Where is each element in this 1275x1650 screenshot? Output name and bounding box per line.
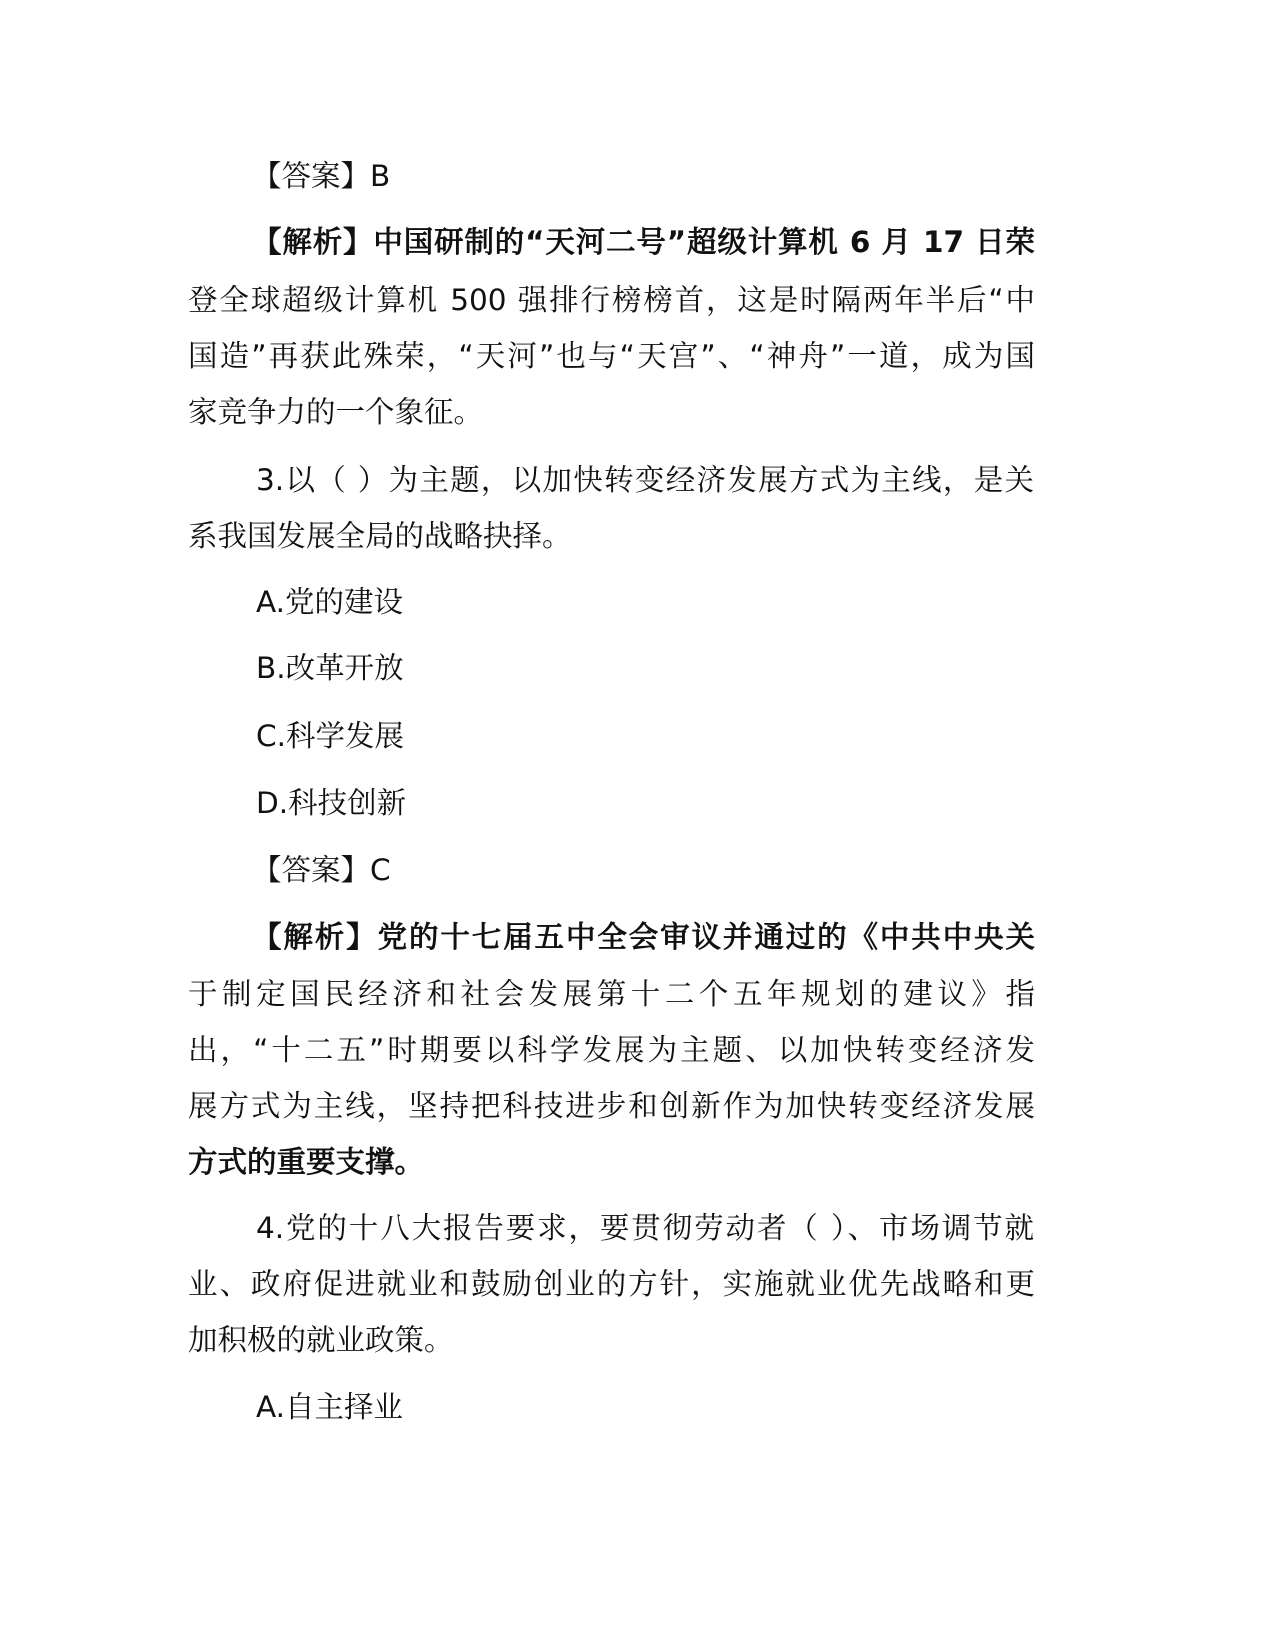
q2-analysis-line-2: 登全球超级计算机 500 强排行榜榜首，这是时隔两年半后“中 xyxy=(188,283,1035,317)
q2-analysis-line-4: 家竞争力的一个象征。 xyxy=(188,395,484,429)
q3-analysis-line-5: 方式的重要支撑。 xyxy=(188,1145,425,1179)
q2-analysis-line-3: 国造”再获此殊荣，“天河”也与“天宫”、“神舟”一道，成为国 xyxy=(188,339,1035,373)
q3-analysis-line-1: 【解析】党的十七届五中全会审议并通过的《中共中央关 xyxy=(252,920,1035,954)
q3-option-a: A.党的建设 xyxy=(256,585,404,619)
q3-question-line-1: 3.以（ ）为主题，以加快转变经济发展方式为主线，是关 xyxy=(256,463,1034,497)
q3-option-c: C.科学发展 xyxy=(256,719,404,753)
q3-analysis-line-3: 出，“十二五”时期要以科学发展为主题、以加快转变经济发 xyxy=(188,1033,1035,1067)
q4-question-line-2: 业、政府促进就业和鼓励创业的方针，实施就业优先战略和更 xyxy=(188,1267,1035,1301)
q3-question-line-2: 系我国发展全局的战略抉择。 xyxy=(188,519,572,553)
q4-question-line-1: 4.党的十八大报告要求，要贯彻劳动者（ ）、市场调节就 xyxy=(256,1211,1034,1245)
q3-analysis-line-4: 展方式为主线，坚持把科技进步和创新作为加快转变经济发展 xyxy=(188,1089,1035,1123)
q3-option-d: D.科技创新 xyxy=(256,786,407,820)
q3-option-b: B.改革开放 xyxy=(256,651,404,685)
q4-question-line-3: 加积极的就业政策。 xyxy=(188,1323,454,1357)
q2-analysis-line-1: 【解析】中国研制的“天河二号”超级计算机 6 月 17 日荣 xyxy=(252,225,1035,259)
q3-answer: 【答案】C xyxy=(252,853,391,887)
q3-analysis-line-2: 于制定国民经济和社会发展第十二个五年规划的建议》指 xyxy=(188,977,1035,1011)
q2-answer: 【答案】B xyxy=(252,159,391,193)
q4-option-a: A.自主择业 xyxy=(256,1390,404,1424)
